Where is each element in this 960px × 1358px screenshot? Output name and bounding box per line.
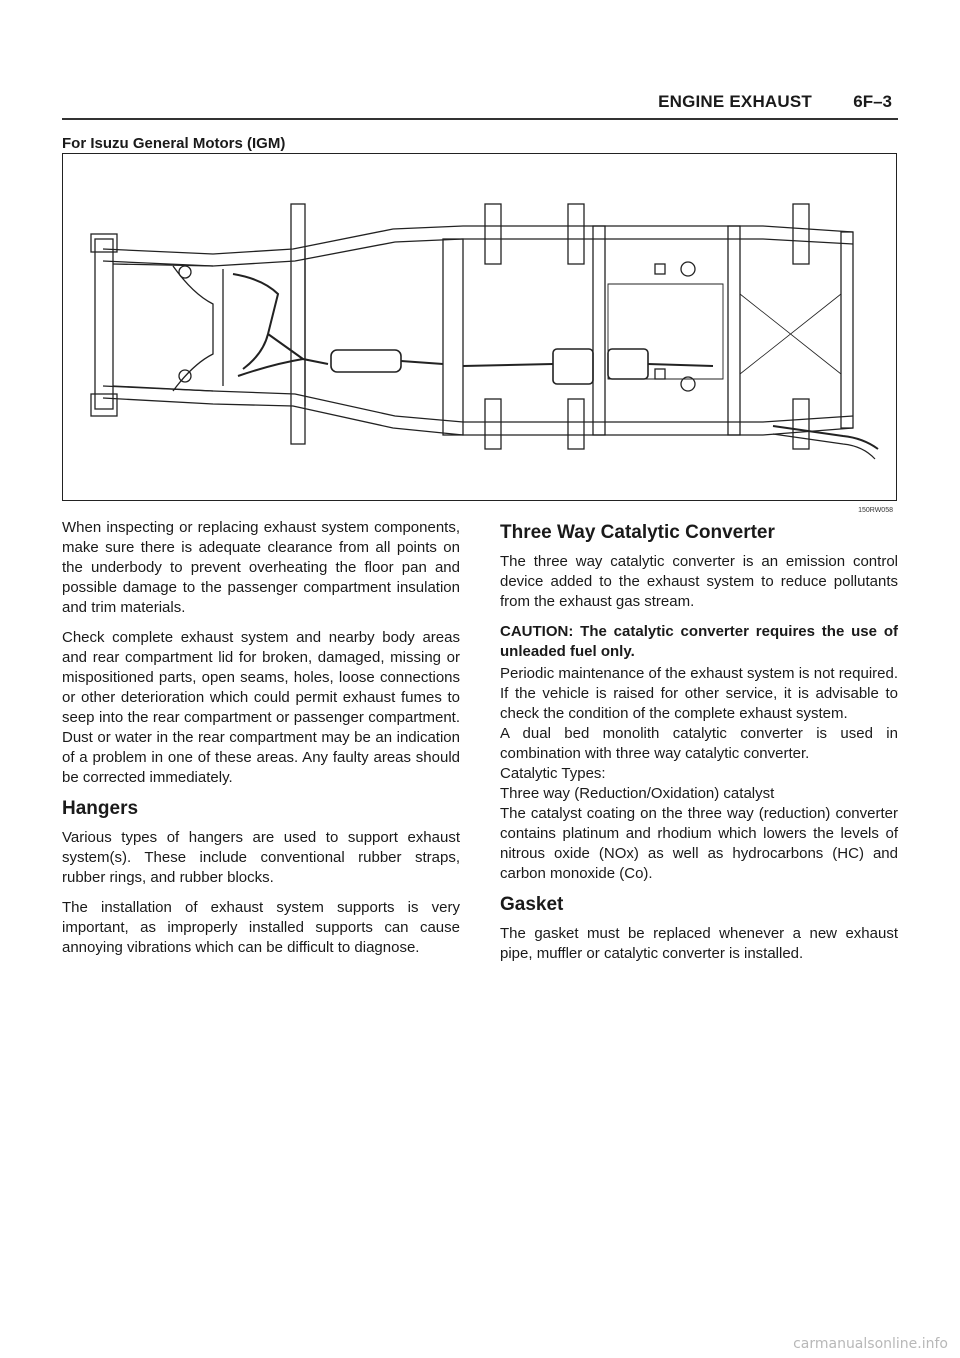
tail-pipe xyxy=(773,426,878,449)
page-number: 6F–3 xyxy=(853,92,892,111)
figure-caption: For Isuzu General Motors (IGM) xyxy=(62,135,286,152)
hangers-heading: Hangers xyxy=(62,798,139,819)
twc-paragraph-2: Periodic maintenance of the exhaust system is not required. If the vehicle is raised for other service, it is advisable to check the condition of the complete exhaust system. xyxy=(500,665,898,722)
page-header xyxy=(62,90,898,120)
front-cross-member xyxy=(95,239,113,409)
hangers-paragraph-2: The installation of exhaust system supports is very important, as improperly installed supports can cause annoying vibrations which can be difficult to diagnose. xyxy=(62,899,460,956)
twc-paragraph-4: The catalyst coating on the three way (reduction) converter contains platinum and rhodium which lowers the levels of nitrous oxide (NOx) as well as hydrocarbons (HC) and carbon monoxide (Co). xyxy=(500,805,898,882)
check-paragraph: Check complete exhaust system and nearby body areas and rear compartment lid for broken, damaged, missing or mispositioned parts, open seams, holes, loose connections or other deterioration which could permit exhaust fumes to seep into the rear compartment or passenger compartment. Dust or water in the rear compartment may be an indication of a problem in one of these areas. Any faulty areas should be corrected immediately. xyxy=(62,629,460,786)
catalytic-types-label: Catalytic Types: xyxy=(500,765,606,782)
figure-id: 150RW058 xyxy=(858,507,893,514)
hangers-paragraph-1: Various types of hangers are used to support exhaust system(s). These include conventional rubber straps, rubber rings, and rubber blocks. xyxy=(62,829,460,886)
catalytic-converter-shape xyxy=(331,350,401,372)
twc-paragraph-3: A dual bed monolith catalytic converter is used in combination with three way catalytic converter. xyxy=(500,725,898,762)
right-column xyxy=(500,518,898,974)
inspection-paragraph: When inspecting or replacing exhaust system components, make sure there is adequate clearance from all points on the underbody to prevent overheating the floor pan and possible damage to the passenger compartment insulation and trim materials. xyxy=(62,519,460,616)
rear-cross-member xyxy=(593,226,605,435)
front-exhaust-pipe-lower xyxy=(238,359,303,376)
gasket-heading: Gasket xyxy=(500,894,564,915)
twc-heading: Three Way Catalytic Converter xyxy=(500,522,775,543)
catalytic-types-value: Three way (Reduction/Oxidation) catalyst xyxy=(500,785,775,802)
left-column xyxy=(62,518,460,968)
chassis-drawing xyxy=(63,154,896,500)
gasket-paragraph: The gasket must be replaced whenever a new exhaust pipe, muffler or catalytic converter is installed. xyxy=(500,925,898,962)
watermark: carmanualsonline.info xyxy=(793,1336,948,1352)
section-title: ENGINE EXHAUST xyxy=(658,92,812,111)
center-cross-member xyxy=(443,239,463,435)
front-exhaust-pipe-upper xyxy=(233,274,278,369)
twc-paragraph-1: The three way catalytic converter is an emission control device added to the exhaust system to reduce pollutants from the exhaust gas stream. xyxy=(500,553,898,610)
caution-text: CAUTION: The catalytic converter requires the use of unleaded fuel only. xyxy=(500,623,898,660)
exhaust-system-illustration xyxy=(62,153,897,514)
muffler-shape xyxy=(553,349,593,384)
